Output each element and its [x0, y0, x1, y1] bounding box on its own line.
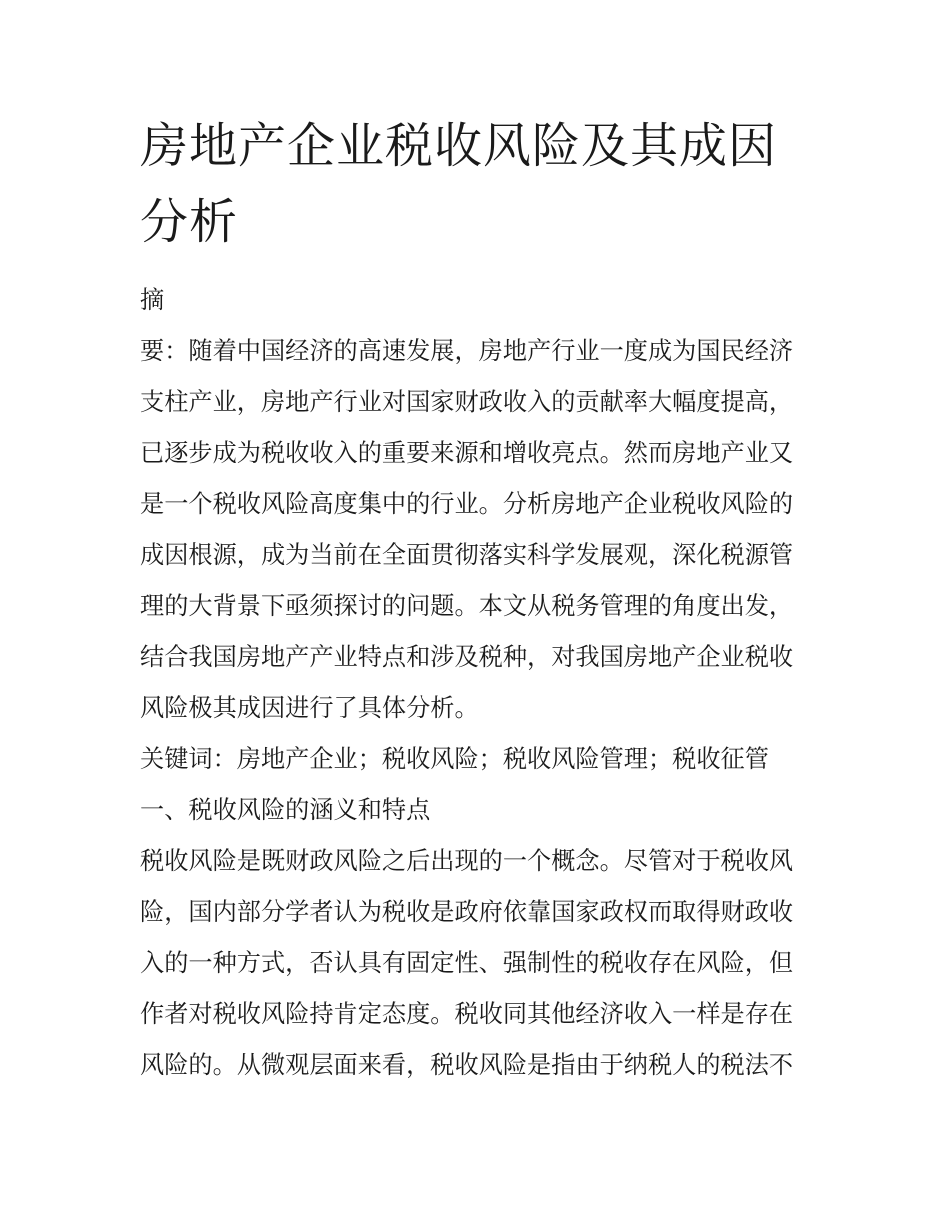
- abstract-label: 摘: [140, 286, 165, 314]
- abstract-line: 风险极其成因进行了具体分析。: [140, 694, 479, 722]
- abstract-line: 要：随着中国经济的高速发展，房地产行业一度成为国民经济: [140, 337, 794, 365]
- keywords-line: 关键词：房地产企业；税收风险；税收风险管理；税收征管: [140, 745, 769, 773]
- abstract-line: 结合我国房地产产业特点和涉及税种，对我国房地产企业税收: [140, 643, 794, 671]
- abstract-line: 已逐步成为税收收入的重要来源和增收亮点。然而房地产业又: [140, 439, 794, 467]
- abstract-line: 成因根源，成为当前在全面贯彻落实科学发展观，深化税源管: [140, 541, 794, 569]
- paragraph-line: 入的一种方式，否认具有固定性、强制性的税收存在风险，但: [140, 949, 794, 977]
- title-line: 分析: [140, 194, 239, 250]
- document-title: [140, 108, 820, 260]
- document-body: [140, 282, 820, 1098]
- paragraph-line: 风险的。从微观层面来看，税收风险是指由于纳税人的税法不: [140, 1051, 794, 1079]
- abstract-line: 理的大背景下亟须探讨的问题。本文从税务管理的角度出发，: [140, 592, 794, 620]
- abstract-line: 是一个税收风险高度集中的行业。分析房地产企业税收风险的: [140, 490, 794, 518]
- paragraph-line: 作者对税收风险持肯定态度。税收同其他经济收入一样是存在: [140, 1000, 794, 1028]
- abstract-line: 支柱产业，房地产行业对国家财政收入的贡献率大幅度提高，: [140, 388, 794, 416]
- paragraph-line: 险，国内部分学者认为税收是政府依靠国家政权而取得财政收: [140, 898, 794, 926]
- title-line: 房地产企业税收风险及其成因: [140, 118, 778, 174]
- section-heading: 一、税收风险的涵义和特点: [140, 796, 431, 824]
- paragraph-line: 税收风险是既财政风险之后出现的一个概念。尽管对于税收风: [140, 847, 794, 875]
